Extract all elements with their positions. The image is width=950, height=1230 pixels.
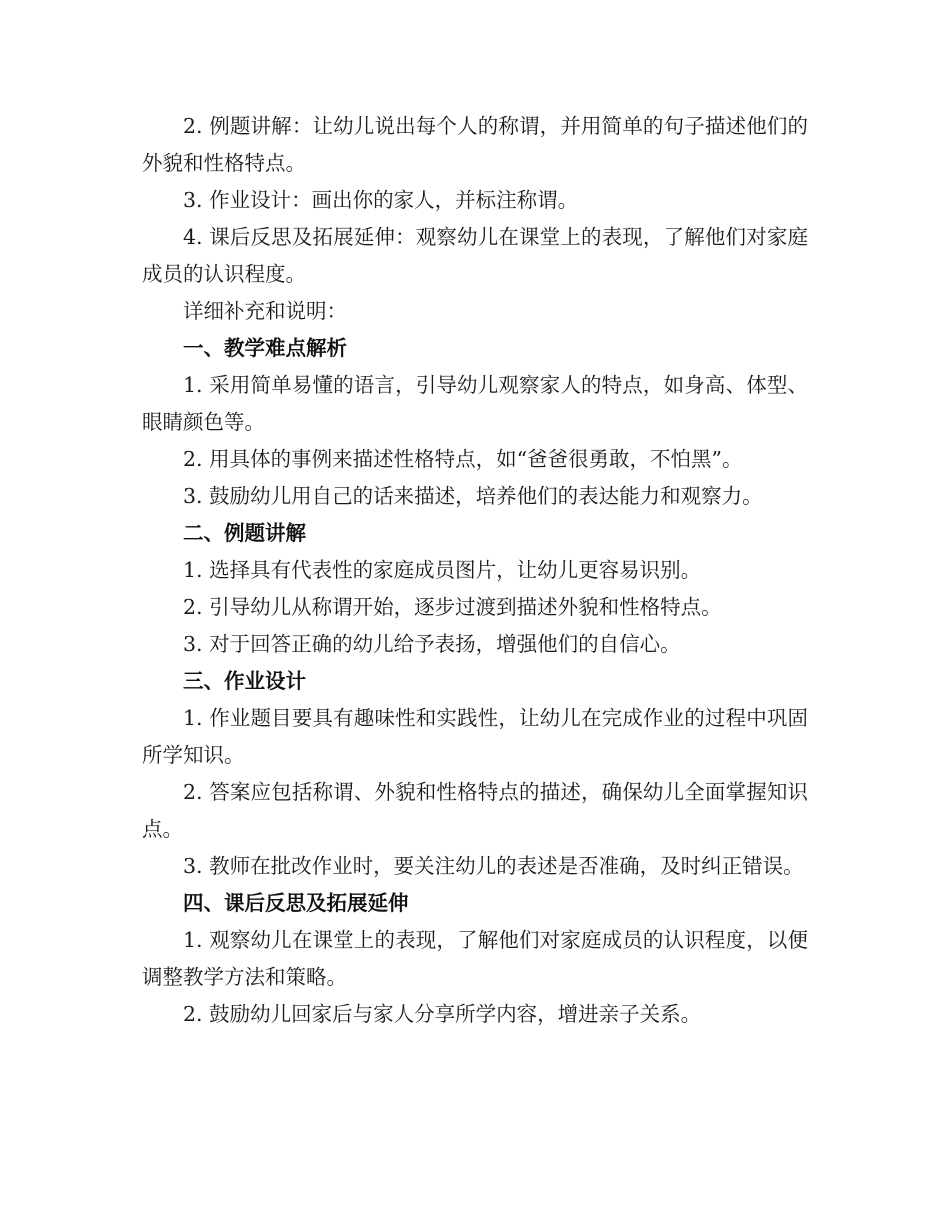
paragraph: 3. 作业设计：画出你的家人，并标注称谓。: [183, 188, 579, 212]
paragraph: 3. 鼓励幼儿用自己的话来描述，培养他们的表达能力和观察力。: [183, 484, 763, 508]
document-body: [142, 108, 808, 1033]
paragraph: 3. 教师在批改作业时，要关注幼儿的表述是否准确，及时纠正错误。: [183, 854, 804, 878]
paragraph: 2. 例题讲解：让幼儿说出每个人的称谓，并用简单的句子描述他们的外貌和性格特点。: [142, 114, 808, 175]
paragraph: 3. 对于回答正确的幼儿给予表扬，增强他们的自信心。: [183, 632, 681, 656]
paragraph: 1. 采用简单易懂的语言，引导幼儿观察家人的特点，如身高、体型、眼睛颜色等。: [142, 373, 808, 434]
section-heading: 三、作业设计: [183, 669, 306, 693]
paragraph: 4. 课后反思及拓展延伸：观察幼儿在课堂上的表现，了解他们对家庭成员的认识程度。: [142, 225, 808, 286]
paragraph: 1. 观察幼儿在课堂上的表现，了解他们对家庭成员的认识程度，以便调整教学方法和策略。: [142, 928, 808, 989]
paragraph: 2. 引导幼儿从称谓开始，逐步过渡到描述外貌和性格特点。: [183, 595, 722, 619]
paragraph: 1. 选择具有代表性的家庭成员图片，让幼儿更容易识别。: [183, 558, 702, 582]
paragraph: 详细补充和说明：: [183, 299, 347, 323]
paragraph: 2. 用具体的事例来描述性格特点，如“爸爸很勇敢，不怕黑”。: [183, 447, 743, 471]
section-heading: 一、教学难点解析: [183, 336, 347, 360]
section-heading: 二、例题讲解: [183, 521, 306, 545]
section-heading: 四、课后反思及拓展延伸: [183, 891, 409, 915]
paragraph: 2. 鼓励幼儿回家后与家人分享所学内容，增进亲子关系。: [183, 1002, 702, 1026]
paragraph: 1. 作业题目要具有趣味性和实践性，让幼儿在完成作业的过程中巩固所学知识。: [142, 706, 808, 767]
paragraph: 2. 答案应包括称谓、外貌和性格特点的描述，确保幼儿全面掌握知识点。: [142, 780, 808, 841]
